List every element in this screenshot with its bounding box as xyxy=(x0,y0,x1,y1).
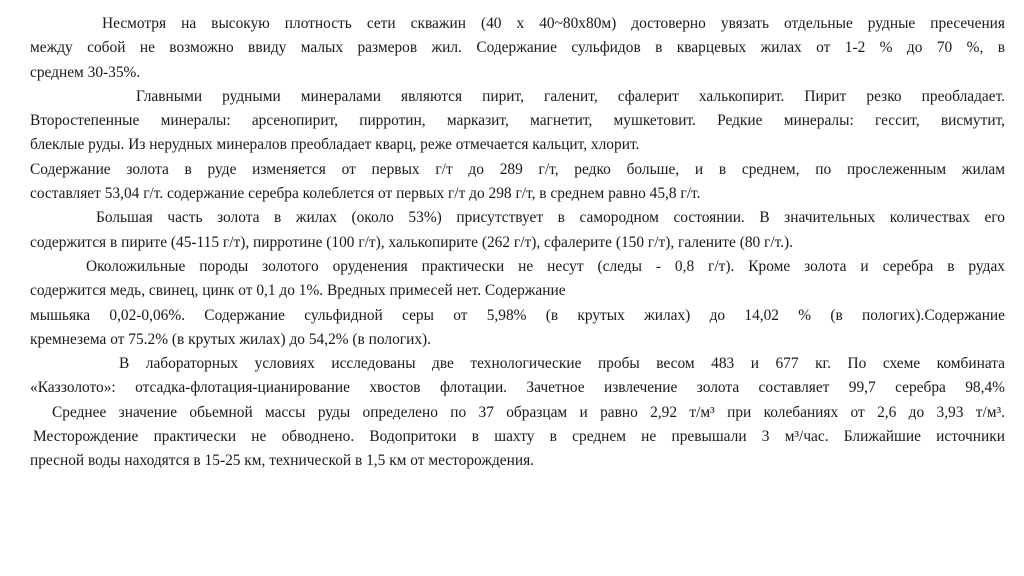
paragraph-ore-minerals xyxy=(30,85,1005,109)
text-line: В лабораторных условиях исследованы две технологические пробы весом 483 и 677 кг. По схеме комбината xyxy=(119,355,1005,373)
text-line: пресной воды находятся в 15-25 км, технической в 1,5 км от месторождения. xyxy=(30,452,535,470)
paragraph-ore-minerals-cont xyxy=(30,109,1005,158)
text-line: Большая часть золота в жилах (около 53%) присутствует в самородном состоянии. В значительных количествах его xyxy=(96,209,1005,227)
document-body xyxy=(30,12,1005,474)
paragraph-lab-tests xyxy=(30,352,1005,376)
paragraph-bulk-density xyxy=(30,401,1005,425)
paragraph-host-rocks xyxy=(30,255,1005,279)
paragraph-native-gold-cont xyxy=(30,231,1005,255)
text-line: Месторождение практически не обводнено. Водопритоки в шахту в среднем не превышали 3 м³/час. Ближайшие источники xyxy=(33,428,1005,446)
text-line: блеклые руды. Из нерудных минералов преобладает кварц, реже отмечается кальцит, хлорит. xyxy=(30,136,640,154)
text-line: Среднее значение обьемной массы руды определено по 37 образцам и равно 2,92 т/м³ при колебаниях от 2,6 до 3,93 т/м³. xyxy=(52,403,1005,421)
paragraph-dense-wells-cont xyxy=(30,36,1005,85)
text-line: кремнезема от 75.2% (в крутых жилах) до 54,2% (в пологих). xyxy=(30,330,431,348)
text-line: составляет 53,04 г/т. содержание серебра колеблется от первых г/т до 298 г/т, в среднем равно 45,8 г/т. xyxy=(30,185,701,203)
text-line: Несмотря на высокую плотность сети скважин (40 х 40~80х80м) достоверно увязать отдельные рудные пресечения xyxy=(102,15,1005,32)
paragraph-host-rocks-cont xyxy=(30,279,1005,303)
paragraph-water-supply-cont xyxy=(30,449,1005,473)
paragraph-arsenic-sulfur xyxy=(30,304,1005,353)
text-line: содержится в пирите (45-115 г/т), пирротине (100 г/т), халькопирите (262 г/т), сфалерите (150 г/т), галените (80 г/т.). xyxy=(30,233,794,251)
paragraph-native-gold xyxy=(30,206,1005,230)
text-line: «Каззолото»: отсадка-флотация-цианирование хвостов флотации. Зачетное извлечение золота составляет 99,7 серебра 98,4% xyxy=(30,379,1005,397)
paragraph-gold-content xyxy=(30,158,1005,207)
text-line: мышьяка 0,02-0,06%. Содержание сульфидной серы от 5,98% (в крутых жилах) до 14,02 % (в пологих).Содержание xyxy=(30,306,1005,324)
text-line: Второстепенные минералы: арсенопирит, пирротин, марказит, магнетит, мушкетовит. Редкие минералы: гессит, висмутит, xyxy=(30,112,1005,130)
text-line: Главными рудными минералами являются пирит, галенит, сфалерит халькопирит. Пирит резко преобладает. xyxy=(136,87,1005,105)
text-line: содержится медь, свинец, цинк от 0,1 до 1%. Вредных примесей нет. Содержание xyxy=(30,282,566,300)
paragraph-water-supply xyxy=(30,425,1005,449)
paragraph-lab-tests-cont xyxy=(30,376,1005,400)
text-line: Околожильные породы золотого оруденения практически не несут (следы - 0,8 г/т). Кроме золота и серебра в рудах xyxy=(86,257,1005,275)
text-line: между собой не возможно ввиду малых размеров жил. Содержание сульфидов в кварцевых жилах от 1-2 % до 70 %, в xyxy=(30,39,1005,57)
text-line: Содержание золота в руде изменяется от первых г/т до 289 г/т, редко больше, и в среднем, по прослеженным жилам xyxy=(30,160,1005,178)
paragraph-dense-wells xyxy=(30,12,1005,36)
text-line: среднем 30-35%. xyxy=(30,63,141,81)
